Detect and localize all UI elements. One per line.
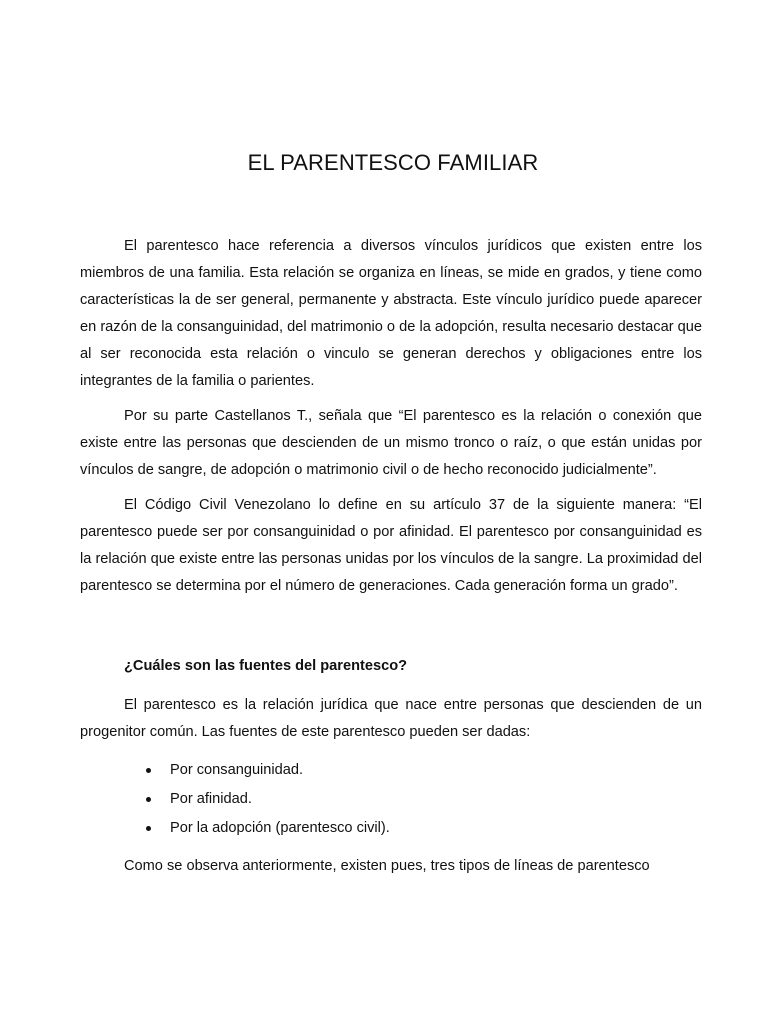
list-item-text: Por consanguinidad. [170,762,304,778]
sources-list [80,756,702,843]
bullet-icon [146,826,151,831]
list-item [80,785,702,814]
paragraph-intro: El parentesco hace referencia a diversos vínculos jurídicos que existen entre los miembros de una familia. Esta relación se organiza en líneas, se mide en grados, y tiene como características la de ser general, permanente y abstracta. Este vínculo jurídico puede aparecer en razón de la consanguinidad, del matrimonio o de la adopción, resulta necesario destacar que al ser reconocida esta relación o vinculo se generan derechos y obligaciones entre los integrantes de la familia o parientes. [80,238,702,389]
list-item [80,756,702,785]
paragraph-codigo-civil: El Código Civil Venezolano lo define en su artículo 37 de la siguiente manera: “El parentesco puede ser por consanguinidad o por afinidad. El parentesco por consanguinidad es la relación que existe entre las personas unidas por los vínculos de la sangre. La proximidad del parentesco se determina por el número de generaciones. Cada generación forma un grado”. [80,497,702,594]
bullet-icon [146,797,151,802]
document-title: EL PARENTESCO FAMILIAR [247,150,539,175]
paragraph-closing: Como se observa anteriormente, existen pues, tres tipos de líneas de parentesco [124,858,650,874]
section-heading: ¿Cuáles son las fuentes del parentesco? [124,658,408,674]
bullet-icon [146,768,151,773]
paragraph-castellanos-quote: Por su parte Castellanos T., señala que “El parentesco es la relación o conexión que existe entre las personas que descienden de un mismo tronco o raíz, o que están unidas por vínculos de sangre, de adopción o matrimonio civil o de hecho reconocido judicialmente”. [80,408,702,478]
list-item [80,814,702,843]
paragraph-fuentes: El parentesco es la relación jurídica que nace entre personas que descienden de un progenitor común. Las fuentes de este parentesco pueden ser dadas: [80,697,702,740]
list-item-text: Por la adopción (parentesco civil). [170,820,390,836]
list-item-text: Por afinidad. [170,791,252,807]
